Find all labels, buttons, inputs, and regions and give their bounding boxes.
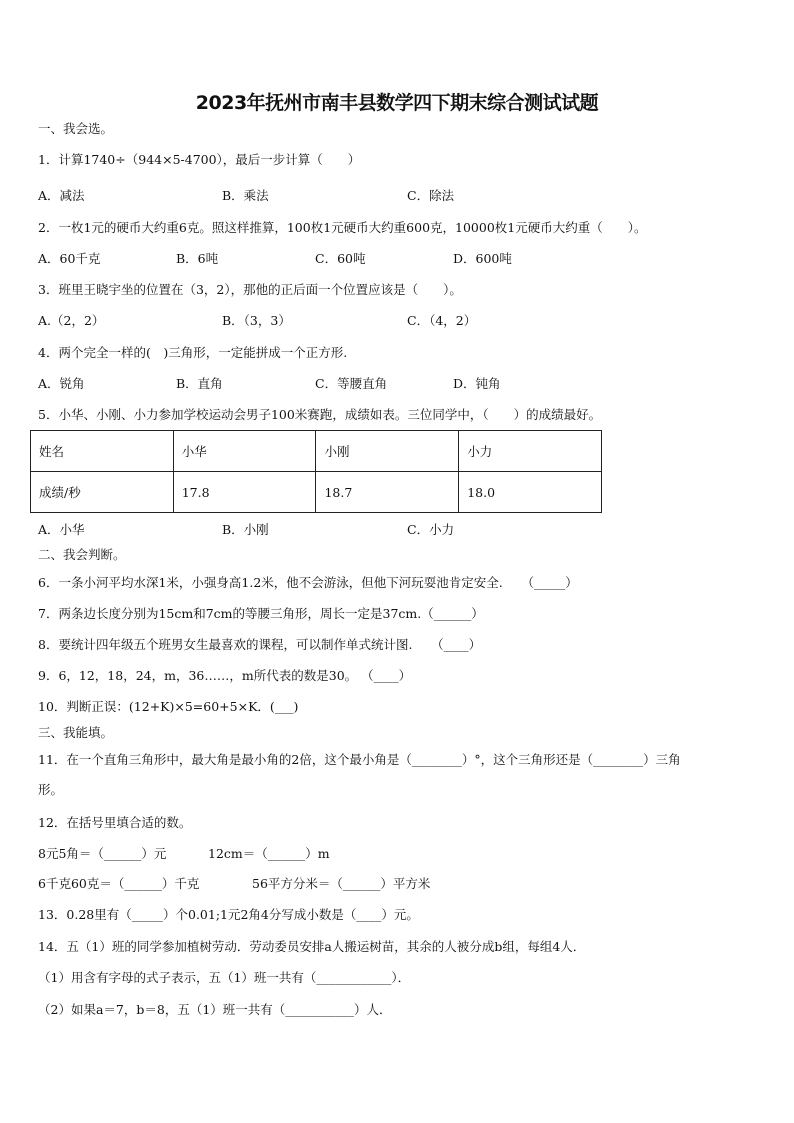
q4-option-d: D．钝角 bbox=[453, 376, 501, 391]
q12-part-d: 56平方分米＝（______）平方米 bbox=[252, 876, 431, 891]
table-row bbox=[31, 431, 602, 472]
q12-part-c: 6千克60克＝（______）千克 bbox=[38, 876, 200, 891]
table-row bbox=[31, 472, 602, 513]
question-14-part-1: （1）用含有字母的式子表示，五（1）班一共有（____________）． bbox=[38, 970, 411, 985]
question-5: 5．小华、小刚、小力参加学校运动会男子100米赛跑，成绩如表。三位同学中，（ ）的成绩最好。 bbox=[38, 407, 602, 422]
q1-option-a: A．减法 bbox=[38, 188, 85, 203]
question-13: 13．0.28里有（_____）个0.01;1元2角4分写成小数是（____）元。 bbox=[38, 907, 419, 922]
q5-option-c: C．小力 bbox=[407, 522, 455, 537]
q12-part-b: 12cm＝（______）m bbox=[208, 846, 330, 861]
table-header-cell: 小力 bbox=[459, 431, 602, 472]
q4-option-b: B．直角 bbox=[176, 376, 223, 391]
section-heading-choice: 一、我会选。 bbox=[38, 121, 114, 136]
score-table bbox=[30, 430, 602, 513]
q2-option-d: D．600吨 bbox=[453, 251, 512, 266]
table-header-cell: 小华 bbox=[173, 431, 316, 472]
q5-option-a: A．小华 bbox=[38, 522, 85, 537]
table-header-cell: 小刚 bbox=[316, 431, 459, 472]
question-1: 1．计算1740÷（944×5-4700），最后一步计算（ ） bbox=[38, 152, 361, 167]
q2-option-b: B．6吨 bbox=[176, 251, 219, 266]
q2-option-a: A．60千克 bbox=[38, 251, 101, 266]
question-7: 7．两条边长度分别为15cm和7cm的等腰三角形，周长一定是37cm.（______） bbox=[38, 606, 484, 621]
table-header-cell: 姓名 bbox=[31, 431, 174, 472]
q12-part-a: 8元5角＝（______）元 bbox=[38, 846, 167, 861]
question-2: 2．一枚1元的硬币大约重6克。照这样推算，100枚1元硬币大约重600克，10000枚1元硬币大约重（ ）。 bbox=[38, 220, 647, 235]
question-12: 12．在括号里填合适的数。 bbox=[38, 815, 192, 830]
q2-option-c: C．60吨 bbox=[315, 251, 366, 266]
q1-option-c: C．除法 bbox=[407, 188, 455, 203]
question-8: 8．要统计四年级五个班男女生最喜欢的课程，可以制作单式统计图. （____） bbox=[38, 637, 482, 652]
question-4: 4．两个完全一样的( )三角形，一定能拼成一个正方形. bbox=[38, 345, 348, 360]
q5-option-b: B．小刚 bbox=[222, 522, 269, 537]
table-cell: 18.0 bbox=[459, 472, 602, 513]
q3-option-c: C．（4，2） bbox=[407, 313, 477, 328]
table-cell: 17.8 bbox=[173, 472, 316, 513]
question-3: 3．班里王晓宇坐的位置在（3，2），那他的正后面一个位置应该是（ ）。 bbox=[38, 282, 462, 297]
table-cell: 18.7 bbox=[316, 472, 459, 513]
q1-option-b: B．乘法 bbox=[222, 188, 269, 203]
q3-option-b: B．（3，3） bbox=[222, 313, 291, 328]
q4-option-a: A．锐角 bbox=[38, 376, 85, 391]
question-10: 10．判断正误：(12+K)×5=60+5×K．(___) bbox=[38, 699, 299, 714]
question-14-part-2: （2）如果a＝7，b＝8，五（1）班一共有（___________）人． bbox=[38, 1002, 392, 1017]
question-11: 11．在一个直角三角形中，最大角是最小角的2倍，这个最小角是（________）°，这个三角形还是（________）三角 bbox=[38, 752, 681, 767]
question-11-cont: 形。 bbox=[38, 782, 64, 797]
q4-option-c: C．等腰直角 bbox=[315, 376, 388, 391]
question-14: 14．五（1）班的同学参加植树劳动．劳动委员安排a人搬运树苗，其余的人被分成b组，每组4人． bbox=[38, 939, 586, 954]
section-heading-judge: 二、我会判断。 bbox=[38, 547, 126, 562]
q3-option-a: A.（2，2） bbox=[38, 313, 105, 328]
table-cell: 成绩/秒 bbox=[31, 472, 174, 513]
question-6: 6．一条小河平均水深1米，小强身高1.2米，他不会游泳，但他下河玩耍池肯定安全. （_____） bbox=[38, 575, 578, 590]
page-title: 2023年抚州市南丰县数学四下期末综合测试试题 bbox=[195, 92, 599, 114]
section-heading-fill: 三、我能填。 bbox=[38, 725, 114, 740]
question-9: 9．6，12，18，24，m，36……，m所代表的数是30。 （____） bbox=[38, 668, 412, 683]
